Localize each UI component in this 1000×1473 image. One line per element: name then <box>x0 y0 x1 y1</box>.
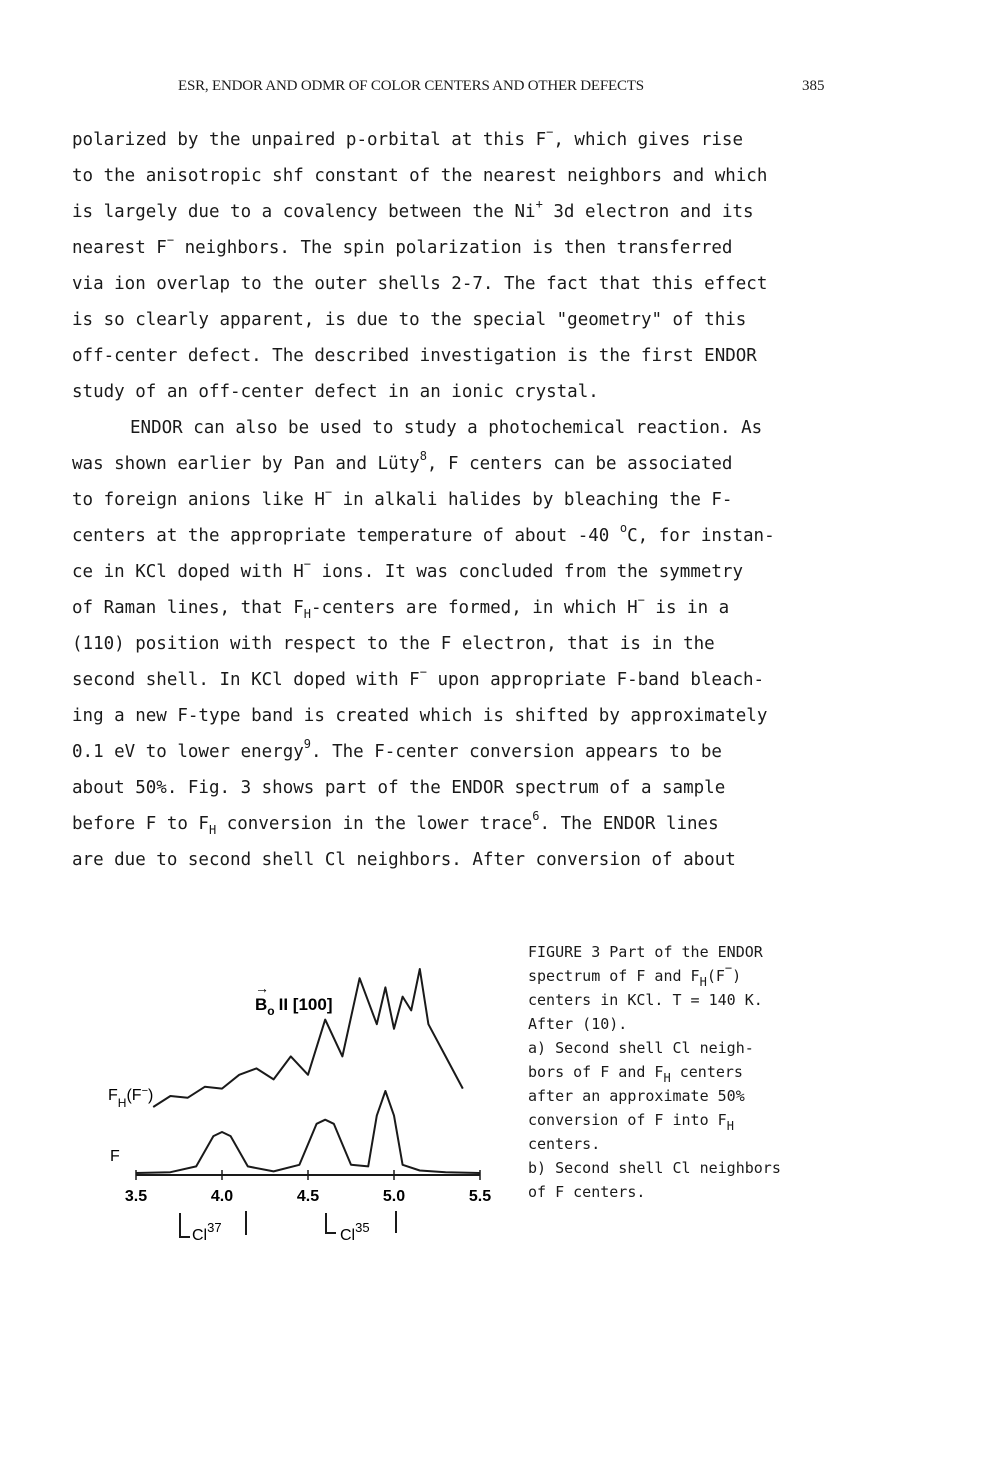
caption-line: bors of F and $F_H$ centers <box>528 1063 743 1085</box>
svg-text:Cl35: Cl$^{35}$ <box>340 1220 370 1244</box>
caption-line: a) Second shell Cl neigh- <box>528 1039 754 1057</box>
isotope-label-cl35 <box>326 1211 396 1244</box>
running-title: ESR, ENDOR AND ODMR OF COLOR CENTERS AND OTHER DEFECTS <box>178 78 644 94</box>
caption-line: conversion of F into $F_H$ <box>528 1111 734 1133</box>
field-label: $B_o$ II [100] <box>255 995 333 1018</box>
paragraph-2 <box>72 410 842 878</box>
x-tick-label: 4.0 <box>210 1188 234 1205</box>
text-line: via ion overlap to the outer shells 2-7. The fact that this effect <box>72 274 768 294</box>
text-line: to foreign anions like H− in alkali halides by bleaching the F- <box>72 485 733 510</box>
text-line: is so clearly apparent, is due to the special "geometry" of this <box>72 310 747 330</box>
text-line: ENDOR can also be used to study a photochemical reaction. As <box>130 418 763 438</box>
vector-arrow: → <box>255 980 269 996</box>
text-line: polarized by the unpaired p-orbital at this F−, which gives rise <box>72 125 744 150</box>
endor-spectrum-figure <box>100 955 510 1255</box>
svg-text:Cl37: Cl$^{37}$ <box>192 1220 222 1244</box>
figure-caption <box>528 940 858 1204</box>
trace-f <box>136 1091 480 1173</box>
text-line: second shell. In KCl doped with F− upon appropriate F-band bleach- <box>72 665 765 690</box>
caption-line: spectrum of F and $F_H(F^-)$ <box>528 961 742 989</box>
text-line: 0.1 eV to lower energy$^9$. The F-center conversion appears to be <box>72 737 722 762</box>
trace-fh <box>153 969 463 1107</box>
text-line: study of an off-center defect in an ionic crystal. <box>72 382 599 402</box>
endor-spectrum-chart <box>100 955 510 1255</box>
trace-label-f: F <box>110 1148 120 1165</box>
text-line: was shown earlier by Pan and Lüty$^8$, F centers can be associated <box>72 449 733 474</box>
page-number: 385 <box>802 78 825 94</box>
x-tick-label: 5.0 <box>382 1188 406 1205</box>
text-line: about 50%. Fig. 3 shows part of the ENDOR spectrum of a sample <box>72 778 726 798</box>
text-line: of Raman lines, that $F_H$-centers are formed, in which H− is in a <box>72 593 730 621</box>
caption-line: centers in KCl. T = 140 K. <box>528 991 763 1009</box>
x-tick-label: 3.5 <box>124 1188 148 1205</box>
caption-line: centers. <box>528 1135 601 1153</box>
text-line: ce in KCl doped with H− ions. It was concluded from the symmetry <box>72 557 744 582</box>
isotope-label-cl37 <box>180 1211 246 1244</box>
text-line: to the anisotropic shf constant of the nearest neighbors and which <box>72 166 768 186</box>
running-header <box>0 78 1000 102</box>
text-line: centers at the appropriate temperature of about -40 $^o$C, for instan- <box>72 521 775 546</box>
text-line: is largely due to a covalency between the Ni+ 3d electron and its <box>72 197 754 222</box>
text-line: nearest F− neighbors. The spin polarization is then transferred <box>72 233 733 258</box>
x-tick-label: 4.5 <box>296 1188 320 1205</box>
trace-label-fh: $F_H(F^-)$ <box>108 1085 154 1110</box>
caption-line: b) Second shell Cl neighbors <box>528 1159 781 1177</box>
caption-line: FIGURE 3 Part of the ENDOR <box>528 943 763 961</box>
text-line: ing a new F-type band is created which is shifted by approximately <box>72 706 768 726</box>
text-line: off-center defect. The described investigation is the first ENDOR <box>72 346 757 366</box>
text-line: (110) position with respect to the F electron, that is in the <box>72 634 715 654</box>
paragraph-1 <box>72 122 842 410</box>
caption-line: after an approximate 50% <box>528 1087 745 1105</box>
text-line: are due to second shell Cl neighbors. After conversion of about <box>72 850 736 870</box>
caption-line: After (10). <box>528 1015 628 1033</box>
caption-line: of F centers. <box>528 1183 646 1201</box>
x-tick-label: 5.5 <box>468 1188 492 1205</box>
text-line: before F to $F_H$ conversion in the lower trace$^6$. The ENDOR lines <box>72 809 719 837</box>
